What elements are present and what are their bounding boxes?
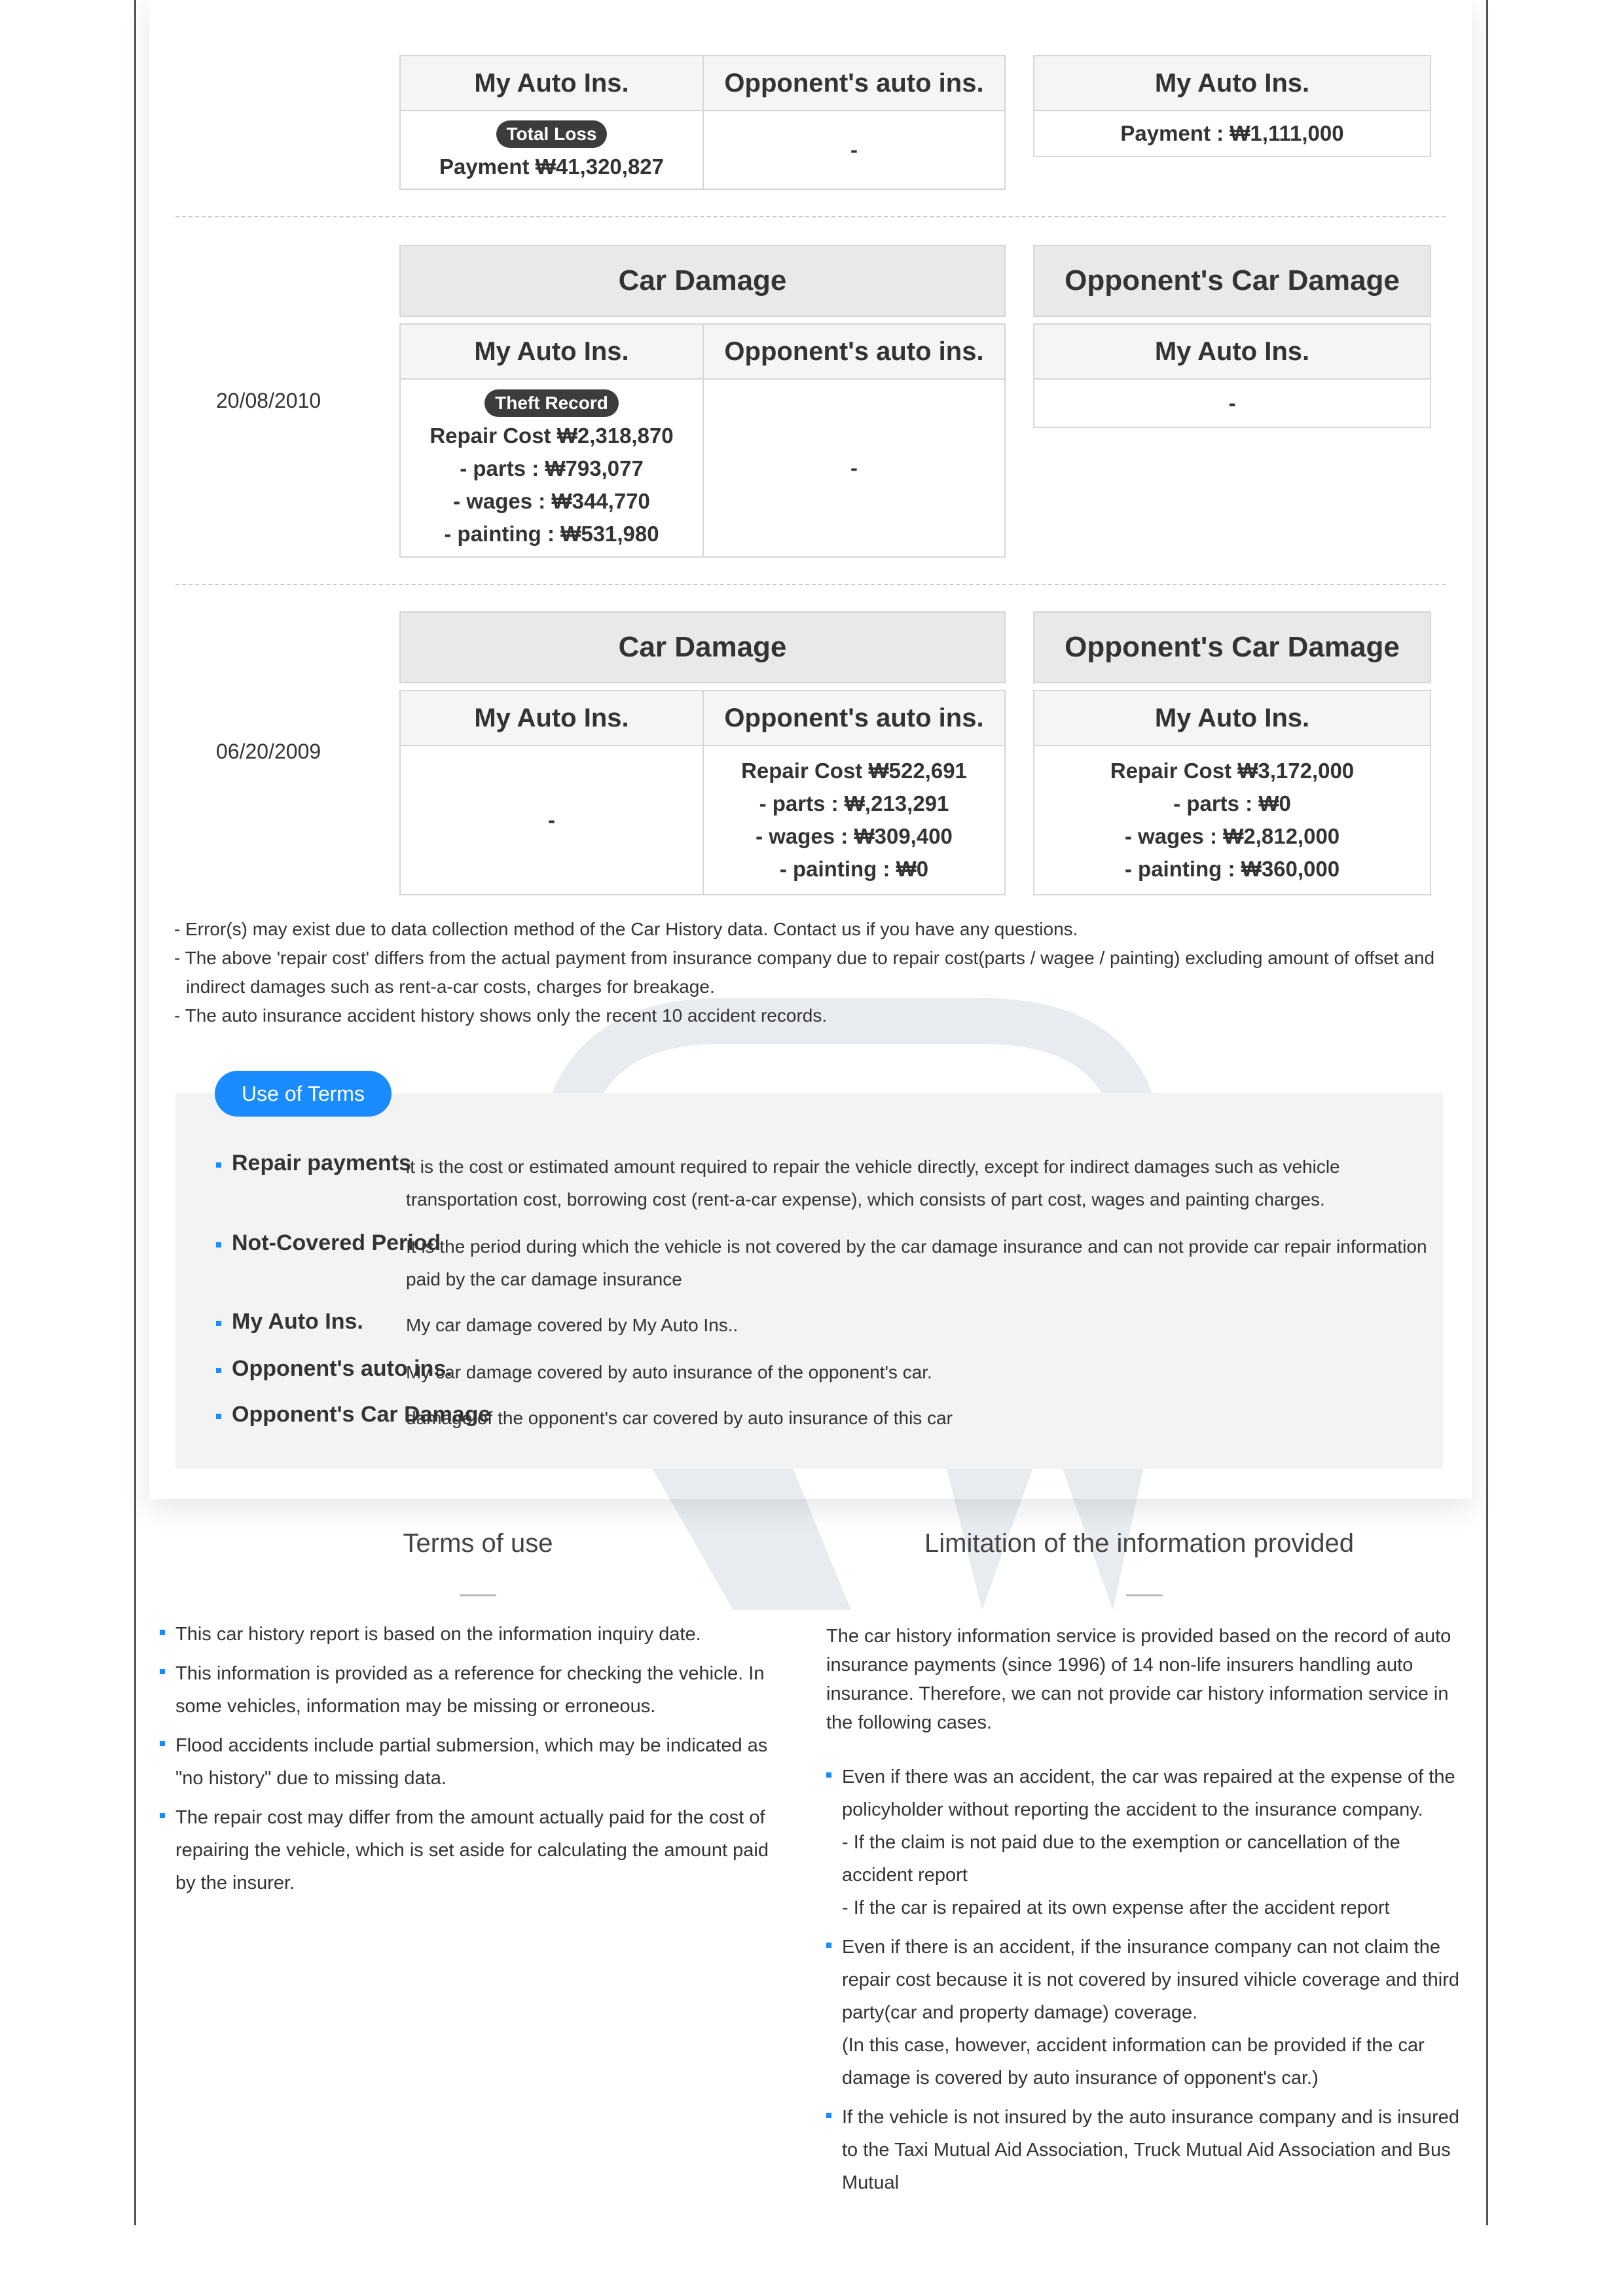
my-auto-ins-header: My Auto Ins. <box>400 324 703 379</box>
record-1-opponent-payment-cell: Payment : ₩1,111,000 <box>1034 111 1431 156</box>
bullet-square-icon <box>826 2113 831 2118</box>
use-of-terms-button[interactable]: Use of Terms <box>215 1071 392 1117</box>
repair-cost-value: Repair Cost ₩522,691 <box>741 759 967 783</box>
record-2-my-auto-ins-cell <box>400 379 703 557</box>
my-auto-ins-header: My Auto Ins. <box>1034 56 1431 111</box>
record-3-car-damage-table <box>399 690 1006 895</box>
bullet-square-icon <box>216 1162 221 1168</box>
record-2-car-damage-table <box>399 323 1006 558</box>
terms-of-use-title: Terms of use <box>403 1529 553 1558</box>
record-1-opponents-auto-ins-cell: - <box>703 111 1005 189</box>
car-damage-group-header: Car Damage <box>399 245 1006 317</box>
note-item: - The above 'repair cost' differs from the actual payment from insurance company due to repair cost(parts / wagee / painting) excluding amount of offset and indirect damages such as rent-a-car costs, charges for breakage. <box>174 948 1435 997</box>
term-name: Not-Covered Period <box>232 1230 441 1255</box>
list-item: If the vehicle is not insured by the auto insurance company and is insured to the Taxi Mutual Aid Association, Truck Mutual Aid Association and Bus Mutual <box>826 2101 1468 2199</box>
term-description: damage of the opponent's car covered by auto insurance of this car <box>406 1408 953 1428</box>
page-border-left <box>134 0 136 2225</box>
parts-value: - parts : ₩,213,291 <box>759 791 949 816</box>
painting-value: - painting : ₩0 <box>779 857 929 881</box>
notes-section <box>174 915 1457 1030</box>
term-name: My Auto Ins. <box>232 1309 363 1334</box>
bullet-square-icon <box>160 1741 165 1746</box>
list-item: Even if there was an accident, the car was repaired at the expense of the policyholder without reporting the accident to the insurance company. - If the claim is not paid due to the exemption or cancellation of the accident report - If the car is repaired at its own expense after the accident report <box>826 1761 1468 1924</box>
term-name: Repair payments <box>232 1151 411 1175</box>
bullet-square-icon <box>826 1772 831 1778</box>
record-3-date: 06/20/2009 <box>216 740 321 763</box>
list-item: This information is provided as a reference for checking the vehicle. In some vehicles, information may be missing or erroneous. <box>160 1657 788 1723</box>
bullet-square-icon <box>216 1414 221 1419</box>
record-separator <box>175 216 1446 217</box>
painting-value: - painting : ₩531,980 <box>444 522 659 546</box>
opponents-car-damage-group-header: Opponent's Car Damage <box>1033 611 1431 683</box>
wages-value: - wages : ₩2,812,000 <box>1124 824 1340 848</box>
opponents-auto-ins-header: Opponent's auto ins. <box>703 324 1005 379</box>
list-item: The repair cost may differ from the amount actually paid for the cost of repairing the vehicle, which is set aside for calculating the amount paid by the insurer. <box>160 1801 788 1899</box>
wages-value: - wages : ₩309,400 <box>756 824 953 848</box>
wages-value: - wages : ₩344,770 <box>453 489 650 513</box>
bullet-square-icon <box>826 1943 831 1948</box>
opponents-auto-ins-header: Opponent's auto ins. <box>703 691 1005 745</box>
parts-value: - parts : ₩0 <box>1173 791 1291 816</box>
my-auto-ins-header: My Auto Ins. <box>400 691 703 745</box>
term-description: It is the period during which the vehicle is not covered by the car damage insurance and can not provide car repair information paid by the car damage insurance <box>406 1236 1427 1289</box>
limitation-intro: The car history information service is provided based on the record of auto insurance payments (since 1996) of 14 non-life insurers handling auto insurance. Therefore, we can not provide car history information service in the following cases. <box>826 1626 1451 1733</box>
record-2-opponent-car-damage-table <box>1033 323 1431 428</box>
record-separator <box>175 584 1446 585</box>
term-name: Opponent's auto ins. <box>232 1356 452 1381</box>
record-2-opponents-auto-ins-cell: - <box>703 379 1005 557</box>
my-auto-ins-header: My Auto Ins. <box>1034 324 1431 379</box>
my-auto-ins-header: My Auto Ins. <box>400 56 703 111</box>
term-description: it is the cost or estimated amount required to repair the vehicle directly, except for indirect damages such as vehicle transportation cost, borrowing cost (rent-a-car expense), which consists of part cost, wages and painting charges. <box>406 1157 1340 1210</box>
payment-value: Payment ₩41,320,827 <box>439 154 665 179</box>
bullet-square-icon <box>160 1669 165 1674</box>
repair-cost-value: Repair Cost ₩3,172,000 <box>1110 759 1355 783</box>
record-1-opponent-car-damage-table <box>1033 55 1431 157</box>
parts-value: - parts : ₩793,077 <box>460 456 644 480</box>
record-3-my-auto-ins-cell: - <box>400 745 703 895</box>
record-2-date: 20/08/2010 <box>216 389 321 412</box>
opponents-car-damage-group-header: Opponent's Car Damage <box>1033 245 1431 317</box>
bullet-square-icon <box>216 1368 221 1373</box>
repair-cost-value: Repair Cost ₩2,318,870 <box>429 423 674 448</box>
opponents-auto-ins-header: Opponent's auto ins. <box>703 56 1005 111</box>
title-divider <box>1126 1594 1163 1596</box>
theft-record-badge: Theft Record <box>484 389 619 417</box>
title-divider <box>460 1594 496 1596</box>
terms-of-use-list <box>160 1618 788 1906</box>
note-item: - Error(s) may exist due to data collection method of the Car History data. Contact us if you have any questions. <box>174 919 1078 939</box>
total-loss-badge: Total Loss <box>496 120 608 148</box>
record-3-opponent-value-cell <box>1034 745 1431 895</box>
record-3-opponents-auto-ins-cell <box>703 745 1005 895</box>
bullet-square-icon <box>216 1242 221 1247</box>
limitation-list <box>826 1761 1468 2206</box>
list-item: Even if there is an accident, if the insurance company can not claim the repair cost because it is not covered by insured vihicle coverage and third party(car and property damage) coverage. (In this case, however, accident information can be provided if the car damage is covered by auto insurance of opponent's car.) <box>826 1931 1468 2094</box>
term-name: Opponent's Car Damage <box>232 1402 491 1427</box>
record-2-opponent-value-cell: - <box>1034 379 1431 427</box>
my-auto-ins-header: My Auto Ins. <box>1034 691 1431 745</box>
list-item: This car history report is based on the information inquiry date. <box>160 1618 788 1651</box>
bullet-square-icon <box>160 1630 165 1635</box>
note-item: - The auto insurance accident history shows only the recent 10 accident records. <box>174 1005 828 1026</box>
car-damage-group-header: Car Damage <box>399 611 1006 683</box>
record-3-opponent-car-damage-table <box>1033 690 1431 895</box>
list-item: Flood accidents include partial submersion, which may be indicated as "no history" due to missing data. <box>160 1729 788 1795</box>
record-1-my-auto-ins-cell <box>400 111 703 189</box>
painting-value: - painting : ₩360,000 <box>1124 857 1340 881</box>
record-1-car-damage-table <box>399 55 1006 190</box>
page-border-right <box>1486 0 1488 2225</box>
bullet-square-icon <box>216 1321 221 1326</box>
bullet-square-icon <box>160 1813 165 1818</box>
limitation-title: Limitation of the information provided <box>924 1529 1354 1558</box>
term-description: My car damage covered by auto insurance of the opponent's car. <box>406 1362 932 1382</box>
term-description: My car damage covered by My Auto Ins.. <box>406 1315 739 1335</box>
